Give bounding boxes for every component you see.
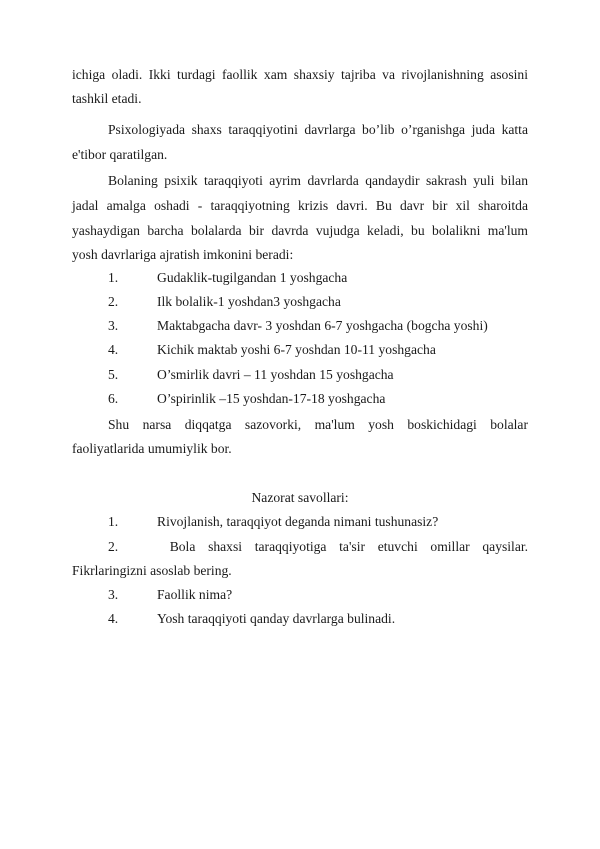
paragraph-1-line-2: tashkil etadi. [72,91,142,106]
question-item [72,537,528,581]
list-item [72,292,528,312]
question-word: shaxsi [208,539,243,554]
question-number: 4. [108,611,119,626]
question-number: 2. [108,539,119,554]
paragraph-3-line-2: jadal amalga oshadi - taraqqiyotning krizis davri. Bu davr bir xil sharoitda [72,198,528,213]
list-item-text: O’spirinlik –15 yoshdan-17-18 yoshgacha [157,391,386,406]
paragraph-2-line-1: Psixologiyada shaxs taraqqiyotini davrlarga bo’lib o’rganishga juda katta [108,122,528,137]
paragraph-3-line-3: yashaydigan barcha bolalarda bir davrda vujudga keladi, bu bolalikni ma'lum [72,223,528,238]
list-item-number: 4. [108,342,119,357]
list-item [72,389,528,409]
list-item-text: Maktabgacha davr- 3 yoshdan 6-7 yoshgacha (bogcha yoshi) [157,318,488,333]
question-word: omillar [430,539,470,554]
list-item-number: 1. [108,270,119,285]
question-word: taraqqiyotiga [254,539,327,554]
question-item [72,609,528,629]
list-item [72,365,528,385]
paragraph-3-line-1: Bolaning psixik taraqqiyoti ayrim davrlarda qandaydir sakrash yuli bilan [108,173,528,188]
list-item-number: 2. [108,294,119,309]
question-text: Faollik nima? [157,587,233,602]
question-number: 3. [108,587,119,602]
question-text: Rivojlanish, taraqqiyot deganda nimani tushunasiz? [157,514,439,529]
list-item-number: 6. [108,391,119,406]
control-questions-title: Nazorat savollari: [251,490,349,505]
list-item-number: 5. [108,367,119,382]
list-item [72,268,528,288]
list-item-number: 3. [108,318,119,333]
paragraph-4-line-1: Shu narsa diqqatga sazovorki, ma'lum yosh boskichidagi bolalar [108,417,528,432]
paragraph-1-line-1: ichiga oladi. Ikki turdagi faollik xam shaxsiy tajriba va rivojlanishning asosini [72,67,528,82]
question-number: 1. [108,514,119,529]
question-word: etuvchi [377,539,418,554]
list-item-text: Ilk bolalik-1 yoshdan3 yoshgacha [157,294,341,309]
question-text: Yosh taraqqiyoti qanday davrlarga bulinadi. [157,611,396,626]
paragraph-2-line-2: e'tibor qaratilgan. [72,147,168,162]
question-word: qaysilar. [482,539,529,554]
question-item [72,585,528,605]
question-2-line-2: Fikrlaringizni asoslab bering. [72,563,232,578]
list-item [72,340,528,360]
paragraph-4-line-2: faoliyatlarida umumiylik bor. [72,441,232,456]
question-word: Bola [169,539,196,554]
list-item-text: O’smirlik davri – 11 yoshdan 15 yoshgacha [157,367,394,382]
list-item-text: Gudaklik-tugilgandan 1 yoshgacha [157,270,348,285]
list-item [72,316,528,336]
question-item [72,512,528,532]
paragraph-3-line-4: yosh davrlariga ajratish imkonini beradi: [72,247,294,262]
question-2-line-1 [108,537,528,557]
question-word: ta'sir [339,539,366,554]
list-item-text: Kichik maktab yoshi 6-7 yoshdan 10-11 yoshgacha [157,342,436,357]
